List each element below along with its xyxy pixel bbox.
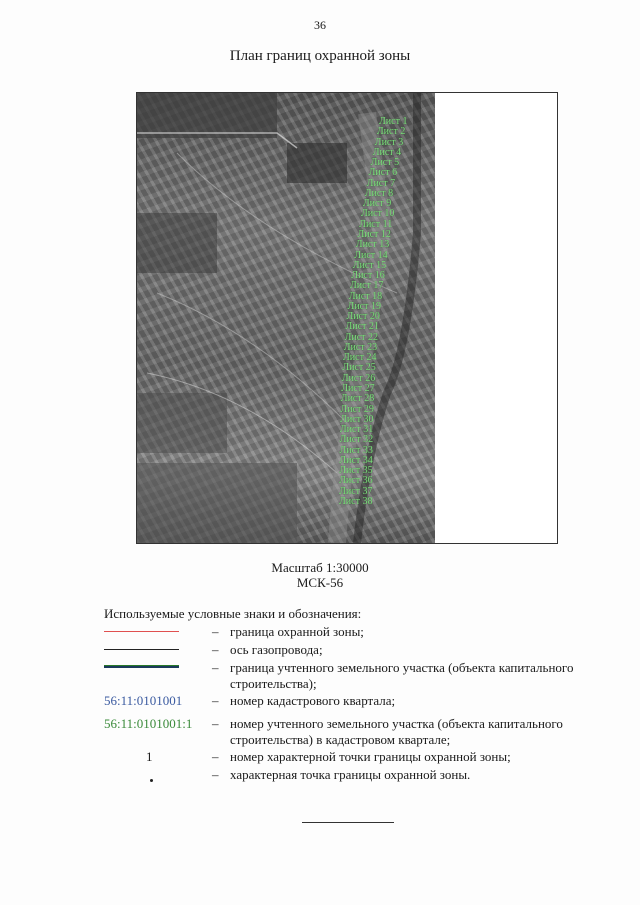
legend-dash: – [212, 624, 219, 639]
scale-block [0, 560, 640, 590]
legend-dash: – [212, 716, 219, 731]
sheet-label: Лист 17 [349, 280, 384, 292]
legend-dash: – [212, 642, 219, 657]
sheet-label: Лист 14 [354, 249, 388, 261]
bottom-rule [302, 822, 394, 823]
sheet-label: Лист 34 [339, 454, 373, 466]
sheet-label: Лист 12 [357, 228, 391, 240]
sheet-label: Лист 8 [364, 187, 394, 199]
sheet-label: Лист 27 [341, 383, 375, 395]
sheet-label: Лист 7 [366, 177, 396, 189]
sheet-label: Лист 16 [351, 270, 385, 282]
legend-dash: – [212, 660, 219, 675]
sheet-label: Лист 5 [370, 157, 400, 169]
legend-text: ось газопровода; [230, 642, 323, 657]
sheet-label: Лист 32 [339, 434, 374, 446]
dot-symbol [150, 779, 153, 782]
page-title: План границ охранной зоны [229, 48, 411, 64]
cadastral-quarter-sample: 56:11:0101001 [104, 693, 183, 708]
sheet-label: Лист 23 [343, 341, 378, 353]
sheet-label: Лист 9 [362, 198, 392, 210]
sheet-label: Лист 13 [355, 239, 390, 251]
legend-text: номер учтенного земельного участка (объекта капитального строительства) в кадастровом квартале; [230, 716, 563, 747]
sheet-label: Лист 37 [339, 485, 373, 497]
sheet-label: Лист 25 [342, 362, 376, 374]
sheet-label: Лист 21 [345, 321, 379, 333]
sheet-label: Лист 6 [368, 167, 398, 179]
legend-dash: – [212, 693, 219, 708]
sheet-label: Лист 30 [340, 413, 374, 425]
legend-title: Используемые условные знаки и обозначения: [104, 606, 362, 621]
sheet-label: Лист 3 [374, 136, 404, 148]
coordinate-system: МСК-56 [296, 575, 344, 590]
sheet-label: Лист 10 [360, 208, 395, 220]
sheet-label: Лист 26 [341, 372, 376, 384]
sheet-label: Лист 4 [372, 146, 402, 158]
sheet-label: Лист 1 [379, 116, 408, 127]
legend-text: номер характерной точки границы охранной зоны; [230, 749, 511, 764]
legend-dash: – [212, 749, 219, 764]
sheet-label: Лист 28 [340, 393, 375, 405]
page-number: 36 [314, 18, 326, 32]
sheet-label: Лист 11 [359, 218, 393, 230]
sheet-label: Лист 15 [352, 259, 387, 271]
legend-text: граница охранной зоны; [230, 624, 364, 639]
legend-text: граница учтенного земельного участка (объекта капитального строительства); [230, 660, 574, 691]
sheet-label: Лист 22 [344, 331, 379, 343]
sheet-labels [137, 93, 435, 543]
legend-dash: – [212, 767, 219, 782]
sheet-label: Лист 36 [339, 475, 373, 487]
map-frame [136, 92, 558, 544]
legend-text: номер кадастрового квартала; [230, 693, 396, 708]
sheet-label: Лист 38 [339, 496, 373, 507]
sheet-label: Лист 24 [343, 352, 377, 364]
sheet-label: Лист 20 [346, 311, 380, 323]
sheet-label: Лист 29 [340, 403, 374, 415]
parcel-number-sample: 56:11:0101001:1 [104, 716, 193, 731]
satellite-image [137, 93, 435, 543]
sheet-label: Лист 35 [339, 465, 373, 477]
legend-text: характерная точка границы охранной зоны. [230, 767, 471, 782]
point-number-sample: 1 [146, 749, 153, 764]
sheet-label: Лист 31 [339, 424, 374, 436]
sheet-label: Лист 19 [347, 300, 381, 312]
sheet-label: Лист 18 [348, 290, 383, 302]
sheet-label: Лист 33 [339, 444, 373, 456]
scale-text: Масштаб 1:30000 [271, 560, 369, 575]
sheet-label: Лист 2 [376, 126, 406, 138]
